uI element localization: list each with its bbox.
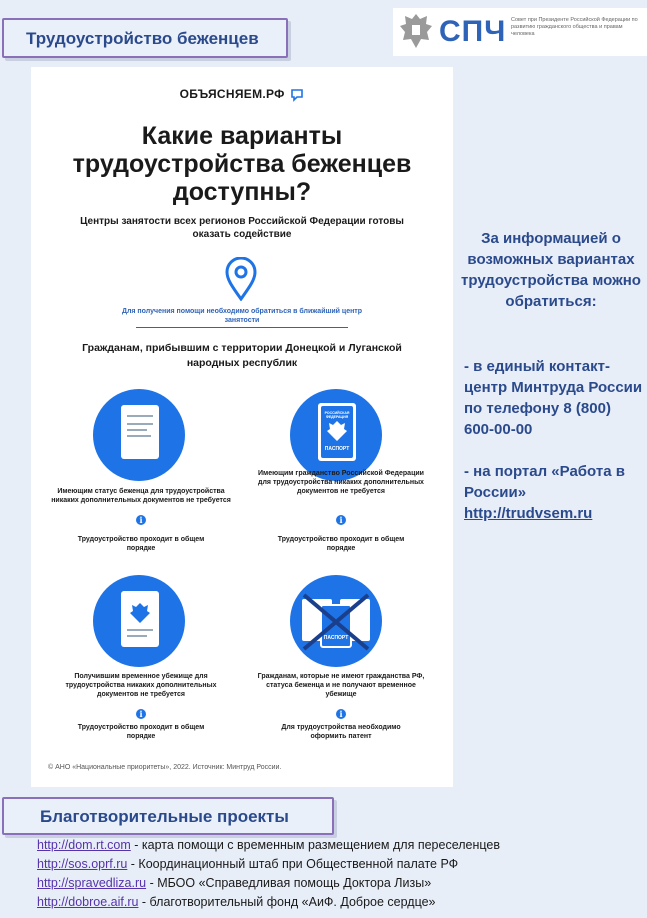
poster-subtitle: Центры занятости всех регионов Российской Федерации готовы оказать содействие	[80, 216, 404, 240]
charity-banner	[2, 797, 334, 835]
refugee-certificate-icon	[93, 389, 185, 481]
info-icon: i	[336, 709, 346, 719]
poster-title: Какие варианты трудоустройства беженцев доступны?	[72, 122, 412, 206]
page-title: Трудоустройство беженцев	[26, 29, 259, 48]
card-citizenship: Имеющим гражданство Российской Федерации для трудоустройства никаких дополнительных документов не требуется	[258, 470, 424, 495]
charity-link-row	[37, 855, 500, 874]
card-refugee-result: Трудоустройство проходит в общем порядке	[77, 536, 205, 552]
charity-link-row	[37, 893, 500, 912]
charity-link-row	[37, 874, 500, 893]
poster-logo	[31, 87, 453, 102]
info-icon: i	[136, 515, 146, 525]
sidebar-contacts	[464, 356, 644, 524]
charity-link[interactable]: http://dom.rt.com	[37, 838, 131, 852]
org-description: Совет при Президенте Российской Федерации по развитию гражданского общества и правам человека	[511, 17, 638, 37]
spch-logo	[393, 8, 647, 56]
card-citizenship-result: Трудоустройство проходит в общем порядке	[277, 536, 405, 552]
card-refugee-status: Имеющим статус беженца для трудоустройства никаких дополнительных документов не требуется	[51, 488, 231, 504]
passport-label: ПАСПОРТ	[324, 446, 350, 452]
sidebar-intro: За информацией о возможных вариантах трудоустройства можно обратиться:	[461, 230, 641, 310]
contact-portal: - на портал «Работа в России»	[464, 463, 625, 501]
org-abbreviation: СПЧ	[439, 15, 507, 48]
charity-title: Благотворительные проекты	[40, 807, 289, 826]
crossed-documents-circle	[290, 575, 382, 667]
portal-link[interactable]: http://trudvsem.ru	[464, 505, 593, 522]
section-title: Гражданам, прибывшим с территории Донецкой и Луганской народных республик	[82, 342, 402, 369]
info-icon: i	[336, 515, 346, 525]
charity-link-desc: - благотворительный фонд «АиФ. Доброе сердце»	[138, 895, 436, 909]
card-asylum: Получившим временное убежище для трудоустройства никаких дополнительных документов не требуется	[65, 673, 217, 698]
crossed-documents-icon	[290, 575, 382, 667]
card-asylum-result: Трудоустройство проходит в общем порядке	[77, 724, 205, 740]
card-patent: Гражданам, которые не имеют гражданства РФ, статуса беженца и не получают временное убежище	[257, 673, 425, 698]
location-pin-icon	[221, 257, 261, 301]
charity-link-desc: - Координационный штаб при Общественной палате РФ	[127, 857, 459, 871]
charity-link-desc: - карта помощи с временным размещением для переселенцев	[130, 838, 500, 852]
passport-icon	[290, 389, 382, 481]
info-icon: i	[136, 709, 146, 719]
charity-links	[37, 836, 500, 912]
card-patent-result: Для трудоустройства необходимо оформить патент	[281, 724, 401, 740]
passport-country: РОССИЙСКАЯ ФЕДЕРАЦИЯ	[324, 411, 350, 419]
speech-bubble-icon	[290, 88, 304, 102]
infographic-poster	[31, 67, 453, 787]
charity-link[interactable]: http://sos.oprf.ru	[37, 857, 128, 871]
refugee-document-circle	[93, 389, 185, 481]
charity-link-row	[37, 836, 500, 855]
charity-link[interactable]: http://dobroe.aif.ru	[37, 895, 139, 909]
charity-link-desc: - МБОО «Справедливая помощь Доктора Лизы»	[146, 876, 432, 890]
poster-logo-text: ОБЪЯСНЯЕМ.РФ	[179, 87, 285, 101]
page-title-banner	[2, 18, 288, 58]
asylum-certificate-icon	[93, 575, 185, 667]
charity-link[interactable]: http://spravedliza.ru	[37, 876, 147, 890]
passport-circle	[290, 389, 382, 481]
passport-label: ПАСПОРТ	[323, 635, 349, 641]
contact-phone: - в единый контакт-центр Минтруда России по телефону 8 (800) 600-00-00	[464, 358, 643, 438]
poster-footnote: © АНО «Национальные приоритеты», 2022. Источник: Минтруд России.	[48, 764, 282, 771]
help-text: Для получения помощи необходимо обратиться в ближайший центр занятости	[121, 308, 363, 324]
divider	[136, 327, 348, 328]
asylum-document-circle	[93, 575, 185, 667]
coat-of-arms-icon	[397, 10, 435, 52]
